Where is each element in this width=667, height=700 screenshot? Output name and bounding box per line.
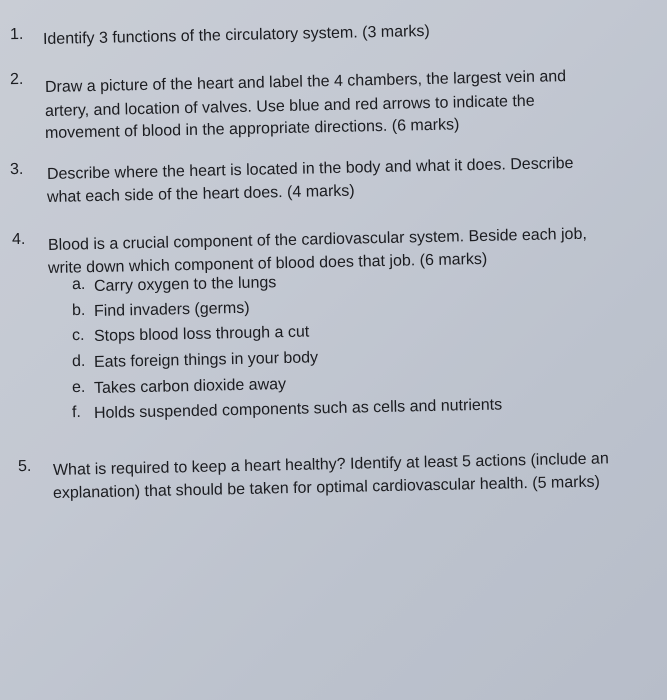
question-number: 3.	[9, 160, 24, 179]
item-letter: b.	[71, 301, 86, 320]
question-4-line: Blood is a crucial component of the cardiovascular system. Beside each job,	[47, 225, 588, 254]
item-text: Stops blood loss through a cut	[93, 323, 310, 345]
item-letter: e.	[71, 378, 86, 397]
question-number: 4.	[11, 230, 26, 249]
item-letter: c.	[71, 326, 85, 345]
question-number: 2.	[9, 70, 24, 89]
question-2-line: artery, and location of valves. Use blue and red arrows to indicate the	[44, 92, 535, 120]
question-3-line: Describe where the heart is located in the body and what it does. Describe	[46, 154, 574, 183]
question-5-line: What is required to keep a heart healthy? Identify at least 5 actions (include an	[52, 450, 609, 479]
question-2-line: movement of blood in the appropriate directions. (6 marks)	[44, 116, 460, 142]
item-text: Find invaders (germs)	[93, 299, 250, 320]
item-text: Carry oxygen to the lungs	[93, 274, 277, 295]
question-1-text: Identify 3 functions of the circulatory system. (3 marks)	[42, 22, 430, 48]
item-letter: d.	[71, 352, 86, 371]
question-number: 5.	[17, 457, 32, 476]
question-3-line: what each side of the heart does. (4 marks)	[46, 182, 355, 206]
item-text: Takes carbon dioxide away	[93, 375, 287, 397]
question-4-line: write down which component of blood does that job. (6 marks)	[47, 250, 488, 277]
question-5-line: explanation) that should be taken for optimal cardiovascular health. (5 marks)	[52, 473, 601, 502]
item-text: Holds suspended components such as cells and nutrients	[93, 396, 503, 422]
item-text: Eats foreign things in your body	[93, 349, 319, 371]
item-letter: a.	[71, 275, 86, 294]
question-2-line: Draw a picture of the heart and label the 4 chambers, the largest vein and	[44, 68, 567, 96]
question-number: 1.	[9, 25, 24, 44]
item-letter: f.	[71, 403, 82, 422]
